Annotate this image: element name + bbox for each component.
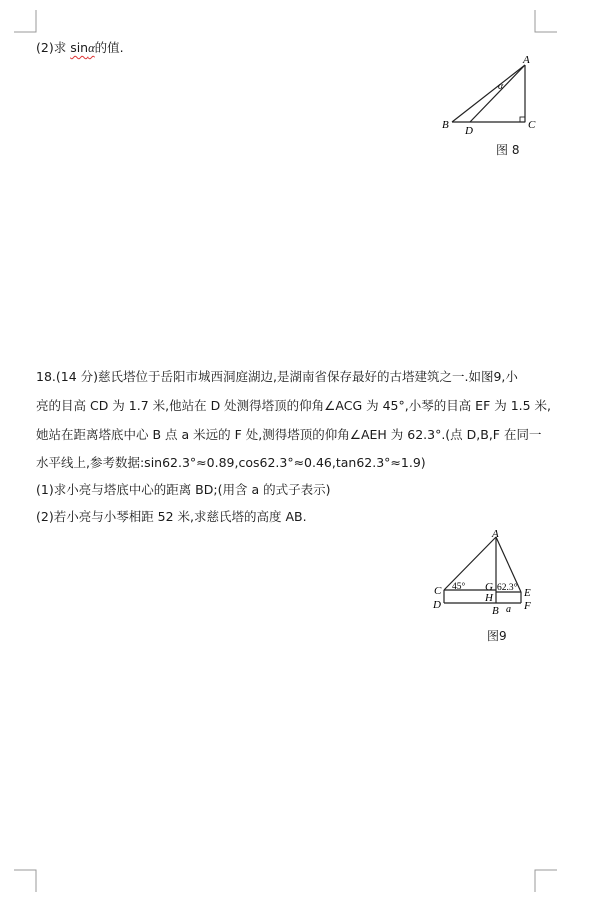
fig9-label-d: D <box>433 599 441 611</box>
fig8-label-d: D <box>465 125 473 135</box>
fig8-label-b: B <box>442 119 449 131</box>
fig9-label-a: A <box>492 528 499 540</box>
fig8-segment-ab <box>452 65 525 122</box>
part2-prefix: (2)求 <box>36 40 71 55</box>
question18-sub2: (2)若小亮与小琴相距 52 米,求慈氏塔的高度 AB. <box>36 509 307 524</box>
previous-question-part2 <box>36 38 124 56</box>
fig8-label-alpha: α <box>498 81 504 92</box>
crop-mark-bottom-right <box>533 868 557 892</box>
question18-line2: 亮的目高 CD 为 1.7 米,他站在 D 处测得塔顶的仰角∠ACG 为 45°,小琴的目高 EF 为 1.5 米, <box>36 398 552 413</box>
part2-sin-alpha: sinα <box>70 40 95 55</box>
question18-sub1: (1)求小亮与塔底中心的距离 BD;(用含 a 的式子表示) <box>36 482 331 497</box>
fig8-label-c: C <box>528 119 536 131</box>
crop-mark-bottom-left <box>14 868 38 892</box>
figure-8-caption: 图 8 <box>496 143 520 157</box>
fig9-label-b: B <box>492 605 499 616</box>
figure-9-caption: 图9 <box>487 629 507 643</box>
question18-line1: 18.(14 分)慈氏塔位于岳阳市城西洞庭湖边,是湖南省保存最好的古塔建筑之一.如图9,小 <box>36 369 518 384</box>
fig9-label-g: G <box>485 581 493 593</box>
fig9-angle-45: 45° <box>452 582 466 592</box>
fig9-angle-62: 62.3° <box>497 583 518 593</box>
part2-suffix: 的值. <box>94 40 124 55</box>
fig9-label-f: F <box>524 600 531 612</box>
question18-line4: 水平线上,参考数据:sin62.3°≈0.89,cos62.3°≈0.46,tan62.3°≈1.9) <box>36 455 426 470</box>
fig9-label-a-distance: a <box>506 604 511 615</box>
crop-mark-top-right <box>533 10 557 34</box>
question18-line3: 她站在距离塔底中心 B 点 a 米远的 F 处,测得塔顶的仰角∠AEH 为 62.3°.(点 D,B,F 在同一 <box>36 427 542 442</box>
fig8-segment-ad <box>470 65 525 122</box>
fig9-label-h: H <box>485 592 493 604</box>
crop-mark-top-left <box>14 10 38 34</box>
figure-8 <box>438 55 548 138</box>
figure-9 <box>428 528 540 619</box>
fig9-label-e: E <box>524 587 531 599</box>
fig9-label-c: C <box>434 585 442 597</box>
fig8-label-a: A <box>523 55 530 66</box>
fig8-right-angle <box>520 117 525 122</box>
